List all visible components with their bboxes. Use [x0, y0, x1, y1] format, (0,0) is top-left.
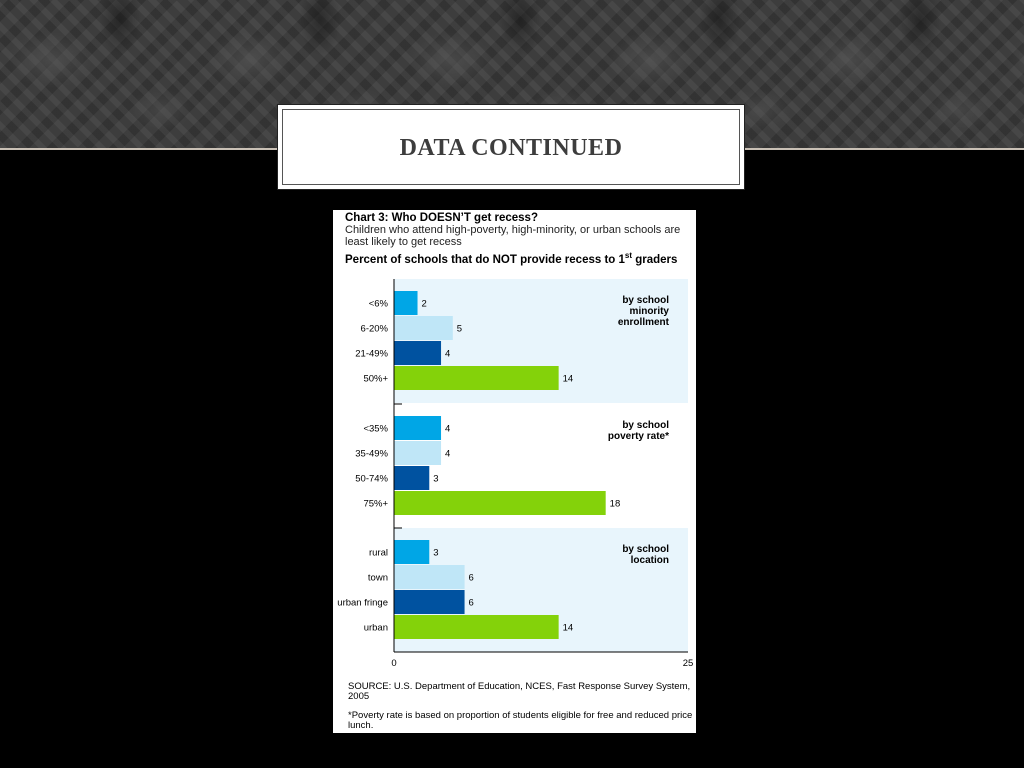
bar-value-label: 3 [433, 547, 439, 559]
group-label: by school [622, 544, 669, 555]
title-box [277, 104, 745, 190]
bar-value-label: 6 [468, 597, 474, 609]
bar-value-label: 3 [433, 473, 439, 485]
bar-value-label: 5 [456, 323, 463, 335]
group-label: enrollment [617, 317, 669, 328]
bar [394, 416, 441, 440]
measure-label-suffix: graders [632, 253, 678, 266]
source-note: SOURCE: U.S. Department of Education, NCES, Fast Response Survey System, 2005 [348, 681, 691, 702]
footnote: *Poverty rate is based on proportion of students eligible for free and reduced price lunch. [348, 710, 693, 731]
bar-value-label: 2 [421, 298, 427, 310]
bar-chart [333, 210, 696, 733]
chart-subtitle: Children who attend high-poverty, high-minority, or urban schools are least likely to get recess [345, 224, 681, 248]
bar-value-label: 14 [562, 373, 574, 385]
category-label: 35-49% [355, 448, 388, 460]
x-tick-label: 25 [682, 658, 694, 669]
bar-value-label: 4 [445, 348, 451, 360]
bar-value-label: 6 [468, 572, 474, 584]
bar [394, 466, 429, 490]
bar [394, 366, 559, 390]
group-label: location [630, 555, 669, 566]
slide-title: DATA CONTINUED [399, 135, 623, 161]
category-label: urban fringe [337, 597, 388, 609]
bar [394, 590, 465, 614]
group-label: by school [622, 420, 669, 431]
category-label: 75%+ [363, 498, 388, 510]
group-label: by school [622, 295, 669, 306]
measure-label-superscript: st [624, 251, 633, 260]
category-label: 50-74% [355, 473, 388, 485]
category-label: 50%+ [363, 373, 388, 385]
chart-title: Chart 3: Who DOESN’T get recess? [345, 212, 538, 224]
bar [394, 615, 559, 639]
bar [394, 491, 606, 515]
x-tick-label: 0 [391, 658, 397, 669]
bar [394, 565, 465, 589]
chart-measure-label [345, 250, 677, 266]
category-label: 21-49% [355, 348, 388, 360]
bar [394, 291, 418, 315]
group-label: poverty rate* [607, 431, 669, 442]
measure-label-text: Percent of schools that do NOT provide recess to 1 [345, 253, 625, 266]
chart-image [333, 210, 696, 733]
group-label: minority [629, 306, 669, 317]
bar-value-label: 4 [445, 423, 451, 435]
category-label: rural [368, 547, 388, 559]
bar-value-label: 18 [609, 498, 621, 510]
category-label: 6-20% [360, 323, 388, 335]
category-label: town [367, 572, 388, 584]
bar [394, 341, 441, 365]
bar [394, 540, 429, 564]
category-label: urban [363, 622, 388, 634]
bar [394, 316, 453, 340]
bar-value-label: 4 [445, 448, 451, 460]
category-label: <6% [368, 298, 388, 310]
category-label: <35% [363, 423, 388, 435]
bar-value-label: 14 [562, 622, 574, 634]
bar [394, 441, 441, 465]
